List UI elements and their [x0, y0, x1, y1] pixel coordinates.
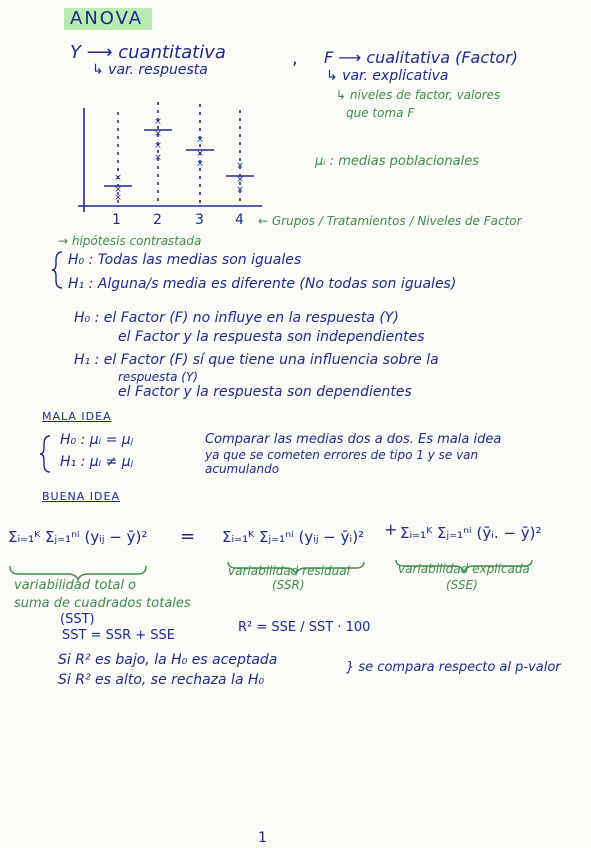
interp-h1-line3: el Factor y la respuesta son dependientes [118, 384, 412, 400]
interp-h1-line2: respuesta (Y) [118, 370, 198, 384]
obs-marker: × [154, 153, 162, 163]
f-definition: F ⟶ cualitativa (Factor) [324, 48, 519, 67]
obs-marker: × [154, 141, 162, 151]
mala-h0: H₀ : μᵢ = μⱼ [60, 432, 134, 448]
page-number: 1 [258, 830, 267, 846]
buena-idea-label: BUENA IDEA [42, 490, 120, 503]
conclusion-line2: Si R² es alto, se rechaza la H₀ [58, 672, 265, 688]
sse-label-line1: variabilidad explicada [398, 562, 530, 576]
conclusion-line1: Si R² es bajo, la H₀ es aceptada [58, 652, 278, 668]
hypothesis-caption: → hipótesis contrastada [58, 234, 202, 248]
obs-marker: × [114, 173, 122, 183]
obs-marker: × [196, 149, 204, 159]
hypothesis-h1: H₁ : Alguna/s media es diferente (No todas son iguales) [68, 276, 457, 292]
obs-marker: × [236, 161, 244, 171]
ssr-label-line1: variabilidad residual [228, 564, 350, 578]
obs-marker: × [196, 159, 204, 169]
obs-marker: × [236, 185, 244, 195]
mala-idea-label: MALA IDEA [42, 410, 112, 423]
obs-marker: × [154, 117, 162, 127]
sst-label-line1: variabilidad total o [14, 578, 137, 593]
hypothesis-brace [52, 252, 62, 288]
sst-label-line2: suma de cuadrados totales [14, 596, 191, 611]
mala-h1: H₁ : μᵢ ≠ μⱼ [60, 454, 134, 470]
f-subtitle: ↳ var. explicativa [326, 68, 449, 84]
f-note-line1: ↳ niveles de factor, valores [336, 88, 501, 102]
sst-formula: SST = SSR + SSE [62, 628, 176, 643]
sst-expression: Σᵢ₌₁ᴷ Σⱼ₌₁ⁿⁱ (yᵢⱼ − ȳ)² [8, 528, 148, 546]
y-subtitle: ↳ var. respuesta [92, 62, 208, 78]
tick-2: 2 [153, 212, 162, 228]
f-note-line2: que toma F [346, 106, 415, 120]
tick-1: 1 [112, 212, 121, 228]
interp-h1-line1: H₁ : el Factor (F) sí que tiene una influencia sobre la [74, 352, 439, 368]
y-definition: Y ⟶ cuantitativa [70, 42, 226, 63]
mu-note: μᵢ : medias poblacionales [315, 154, 479, 169]
obs-marker: × [196, 135, 204, 145]
mala-text-line3: acumulando [205, 462, 280, 476]
plot-axis-label: ← Grupos / Tratamientos / Niveles de Factor [258, 214, 522, 228]
ssr-label-line2: (SSR) [272, 578, 305, 592]
interp-h0-line1: H₀ : el Factor (F) no influye en la respuesta (Y) [74, 310, 399, 326]
interp-h0-line2: el Factor y la respuesta son independientes [118, 329, 425, 345]
sse-label-line2: (SSE) [446, 578, 478, 592]
tick-4: 4 [235, 212, 244, 228]
plus-sign: + [384, 520, 398, 539]
tick-3: 3 [195, 212, 204, 228]
conclusion-side-note: } se compara respecto al p-valor [346, 660, 561, 675]
equals-sign: = [180, 526, 196, 547]
sse-expression: Σᵢ₌₁ᴷ Σⱼ₌₁ⁿⁱ (ȳᵢ. − ȳ)² [400, 524, 542, 542]
hypothesis-h0: H₀ : Todas las medias son iguales [68, 252, 302, 268]
obs-marker: × [114, 193, 122, 203]
obs-marker: × [154, 129, 162, 139]
sst-label-line3: (SST) [60, 612, 95, 627]
r2-formula: R² = SSE / SST · 100 [238, 620, 371, 635]
ssr-expression: Σᵢ₌₁ᴷ Σⱼ₌₁ⁿⁱ (yᵢⱼ − ȳᵢ)² [222, 528, 365, 546]
obs-marker: × [236, 175, 244, 185]
obs-marker: × [114, 185, 122, 195]
separator-comma: , [292, 48, 298, 69]
page-title: ANOVA [70, 8, 144, 29]
mala-text-line2: ya que se cometen errores de tipo 1 y se van [205, 448, 479, 462]
mala-text-line1: Comparar las medias dos a dos. Es mala idea [205, 432, 502, 447]
mala-idea-brace [40, 436, 50, 472]
